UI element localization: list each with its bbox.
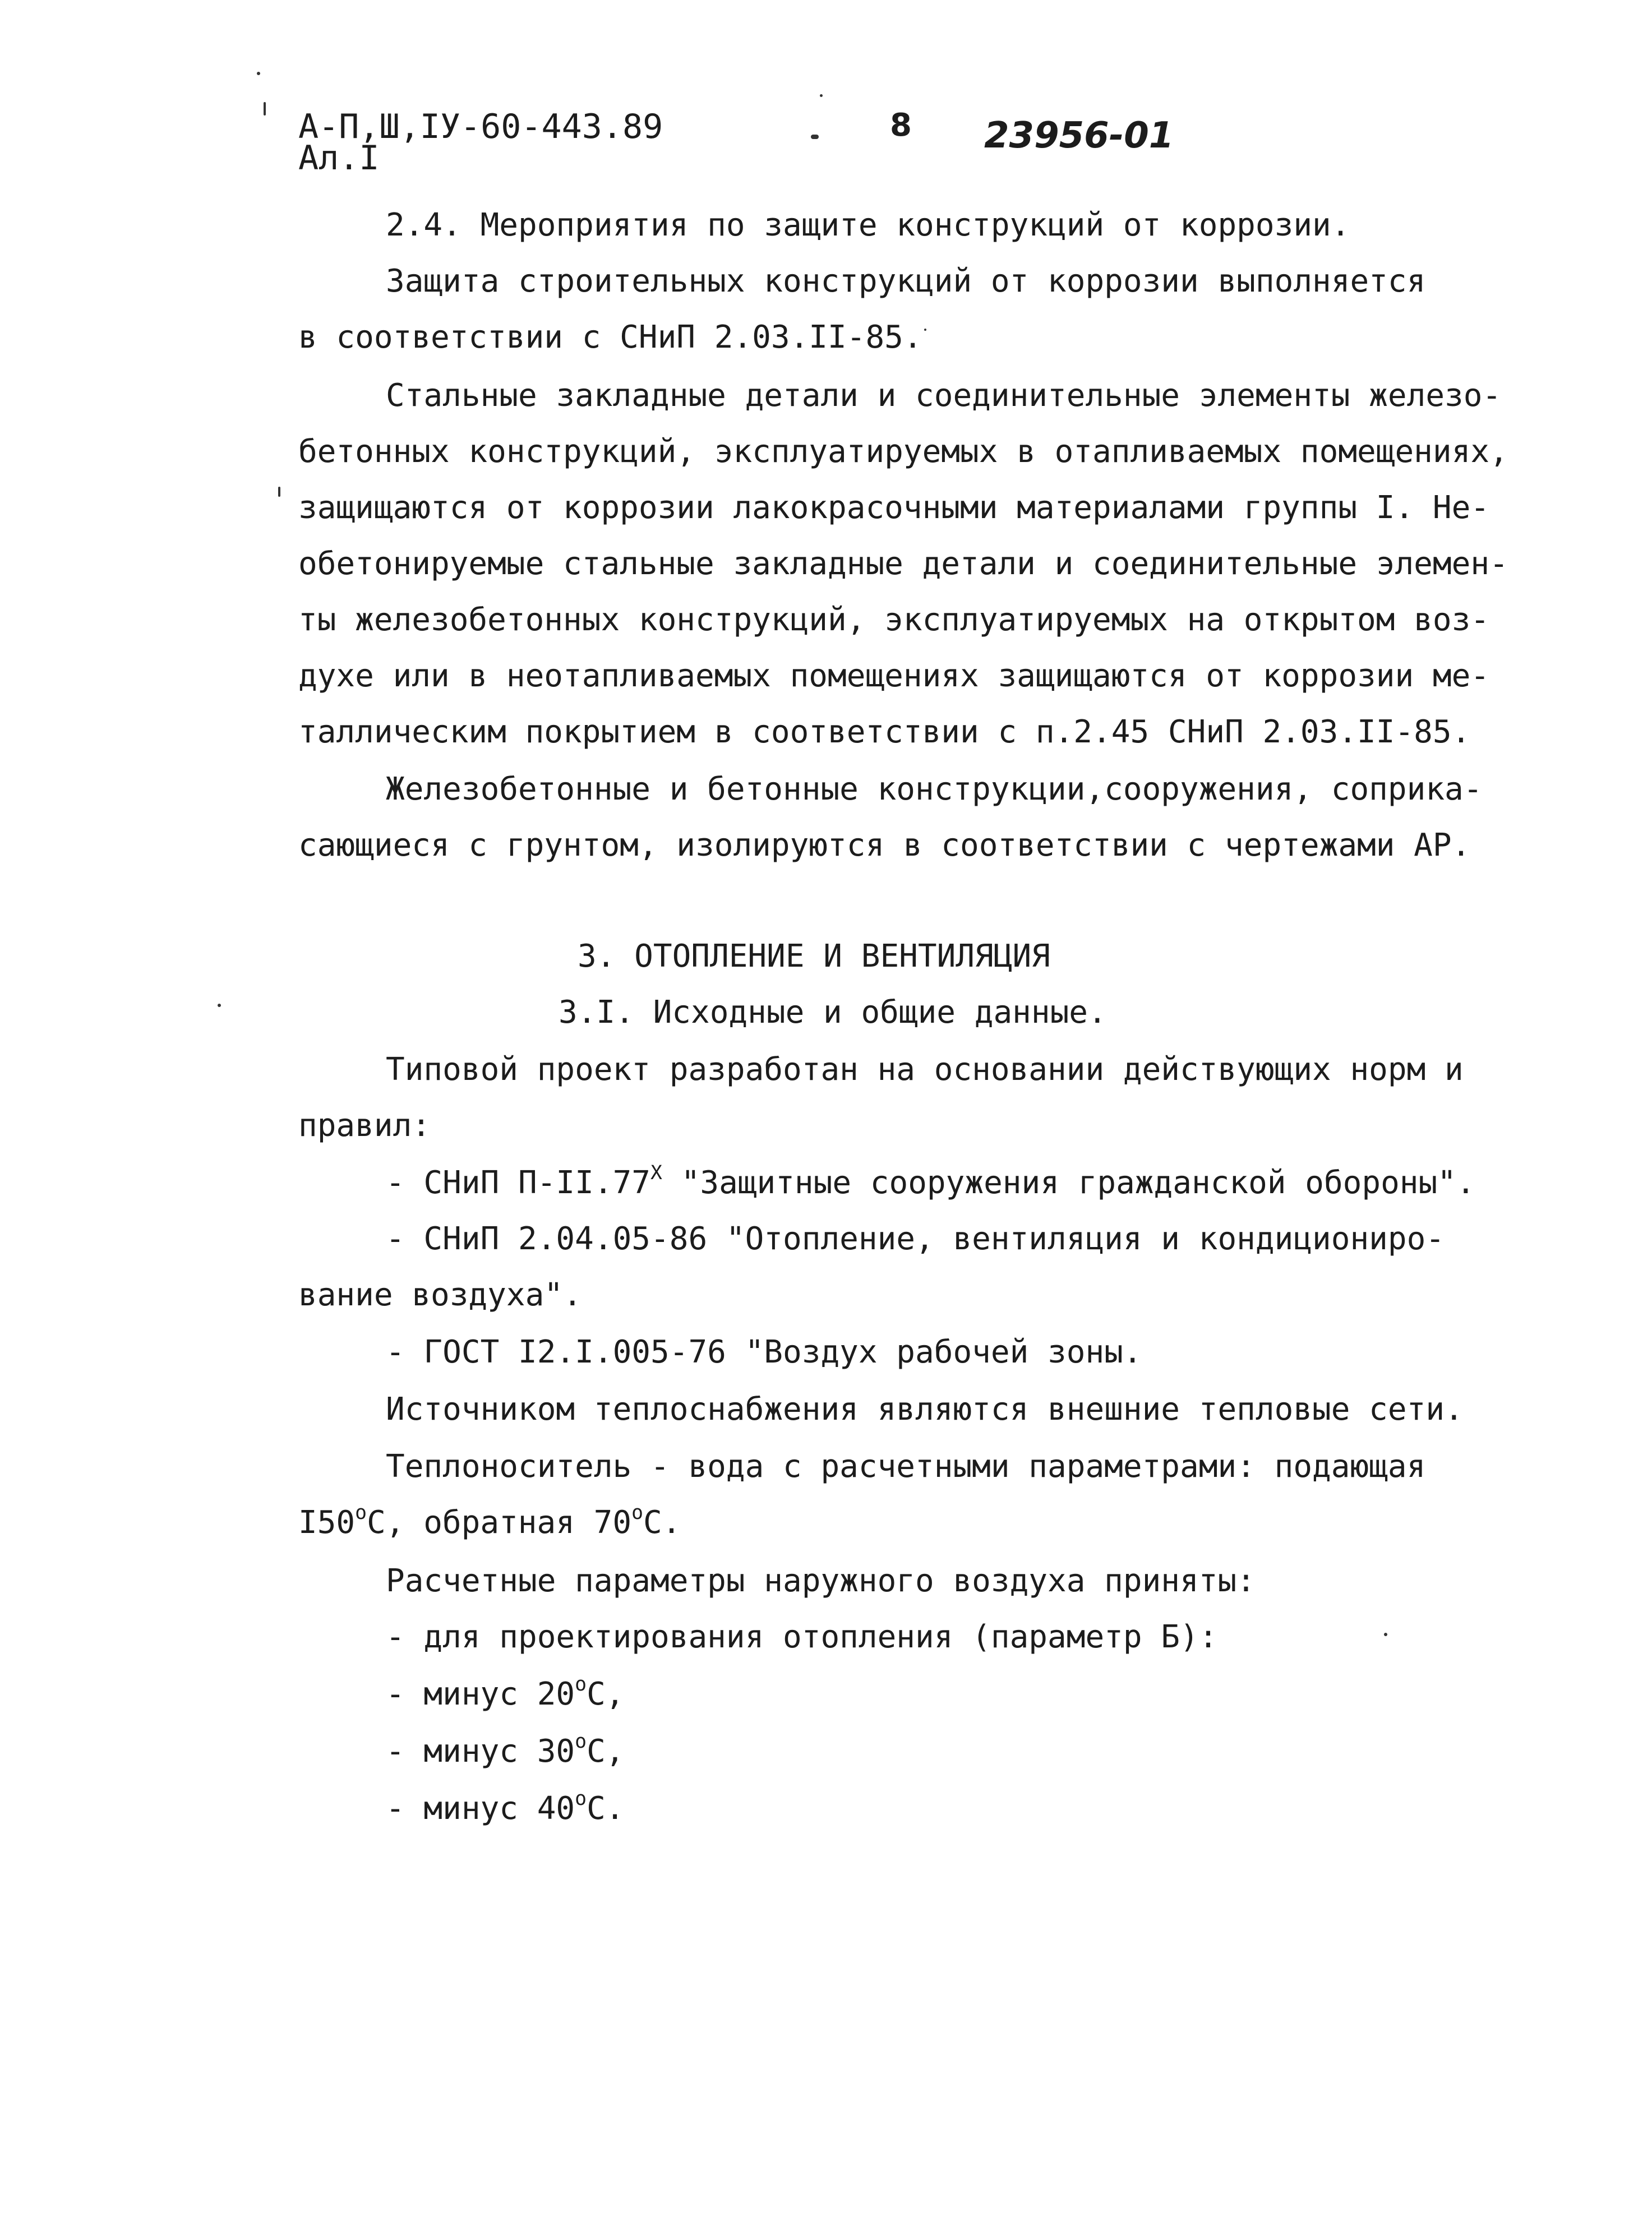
list-item: - минус $30^оС$, (386, 1730, 625, 1770)
paragraph-line: таллическим покрытием в соответствии с п.2.45 СНиП 2.03.II-85. (298, 714, 1471, 750)
paragraph-line: бетонных конструкций, эксплуатируемых в отапливаемых помещениях, (298, 433, 1508, 470)
paragraph-line: Теплоноситель - вода с расчетными параметрами: подающая (386, 1448, 1426, 1485)
norm-item: - СНиП 2.04.05-86 "Отопление, вентиляция и кондициониро- (386, 1221, 1445, 1257)
section-heading-2-4: 2.4. Мероприятия по защите конструкций от коррозии. (386, 207, 1350, 243)
list-item: - для проектирования отопления (параметр Б): (386, 1619, 1218, 1655)
scan-speck (924, 329, 926, 331)
paragraph-line: Источником теплоснабжения являются внешние тепловые сети. (386, 1391, 1464, 1428)
section-heading-3: 3. ОТОПЛЕНИЕ И ВЕНТИЛЯЦИЯ (578, 938, 1050, 975)
scan-speck (278, 487, 280, 497)
list-item: - минус $40^оС$. (386, 1788, 625, 1827)
paragraph-line: Расчетные параметры наружного воздуха приняты: (386, 1563, 1256, 1599)
paragraph-line: Стальные закладные детали и соединительные элементы железо- (386, 377, 1502, 414)
scan-speck (811, 135, 819, 139)
scan-speck (264, 102, 266, 116)
norm-item-continued: вание воздуха". (298, 1277, 582, 1313)
paragraph-line: Железобетонные и бетонные конструкции,сооружения, соприка- (386, 771, 1483, 807)
paragraph-line: Типовой проект разработан на основании действующих норм и (386, 1051, 1464, 1088)
paragraph-line: защищаются от коррозии лакокрасочными материалами группы I. Не- (298, 489, 1490, 526)
scan-speck (820, 94, 823, 97)
paragraph-line: обетонируемые стальные закладные детали и соединительные элемен- (298, 546, 1508, 582)
norm-item: - ГОСТ I2.I.005-76 "Воздух рабочей зоны. (386, 1334, 1142, 1370)
scan-speck (257, 72, 260, 75)
inventory-number: 23956-01 (984, 115, 1174, 156)
scan-speck (1384, 1633, 1387, 1636)
paragraph-line: в соответствии с СНиП 2.03.II-85. (298, 319, 922, 355)
list-item: - минус $20^оС$, (386, 1673, 625, 1712)
document-code: А-П,Ш,IУ-60-443.89 (298, 107, 663, 146)
norm-item: - СНиП $П-II.77^Х$ "Защитные сооружения гражданской обороны". (386, 1162, 1475, 1201)
paragraph-line: правил: (298, 1107, 431, 1144)
scan-speck (218, 1004, 221, 1007)
paragraph-line: ты железобетонных конструкций, эксплуатируемых на открытом воз- (298, 602, 1490, 638)
paragraph-line: $I50^оС$, обратная $70^оС$. (298, 1502, 681, 1541)
paragraph-line: сающиеся с грунтом, изолируются в соответствии с чертежами АР. (298, 827, 1471, 863)
sub-heading-3-1: 3.I. Исходные и общие данные. (559, 994, 1107, 1031)
paragraph-line: духе или в неотапливаемых помещениях защищаются от коррозии ме- (298, 658, 1490, 694)
paragraph-line: Защита строительных конструкций от коррозии выполняется (386, 263, 1426, 299)
album-number: Ал.I (298, 138, 380, 178)
page-number: 8 (890, 107, 912, 144)
